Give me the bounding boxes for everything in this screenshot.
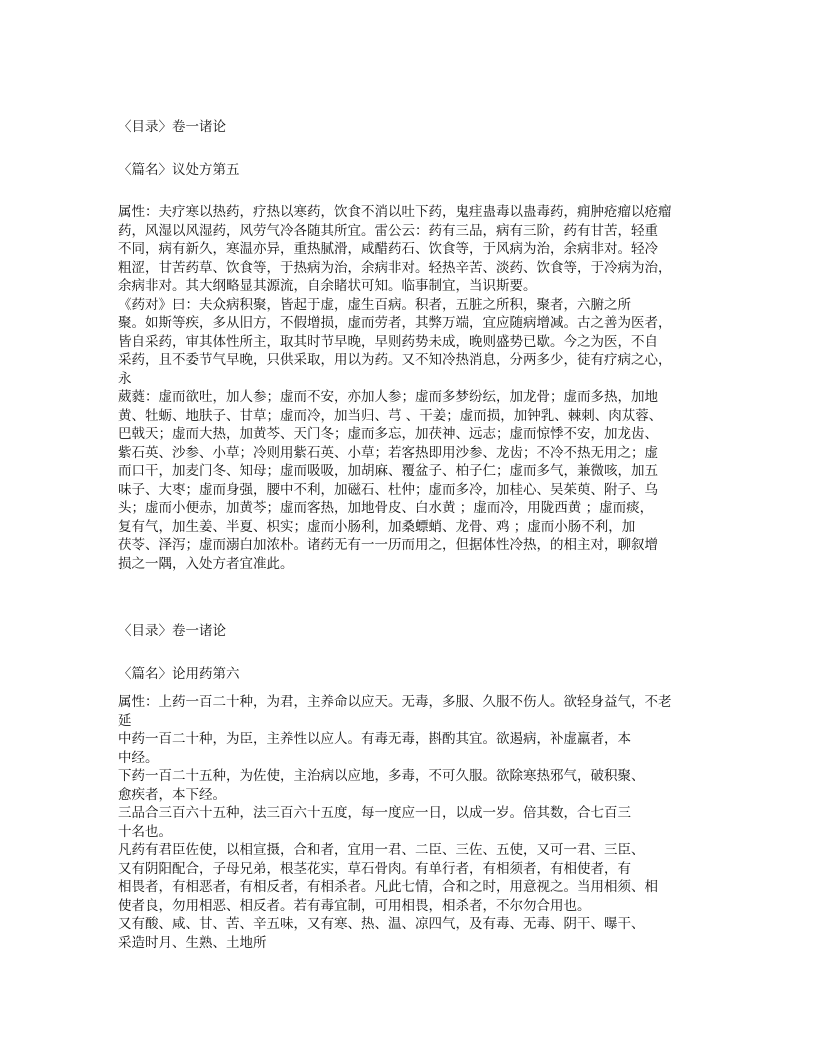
chapter-title: 〈篇名〉论用药第六 (118, 665, 240, 682)
text-line: 采药，且不委节气早晚，只供采取，用以为药。又不知冷热消息，分两多少，徒有疗病之心， (118, 352, 672, 368)
text-line: 采造时月、生熟、土地所 (118, 934, 267, 951)
catalog-heading: 〈目录〉卷一诸论 (118, 119, 226, 135)
text-line: 又有酸、咸、甘、苦、辛五味，又有寒、热、温、凉四气，及有毒、无毒、阴干、曝干、 (118, 916, 645, 932)
text-line: 聚。如斯等疾，多从旧方，不假增损，虚而劳者，其弊万端，宜应随病增减。古之善为医者， (118, 315, 672, 331)
text-line: 茯苓、泽泻；虚而溺白加浓朴。诸药无有一一历而用之，但据体性冷热，的相主对，聊叙增 (118, 537, 658, 553)
text-line: 《药对》曰：夫众病积聚，皆起于虚，虚生百病。积者，五脏之所积，聚者，六腑之所 (118, 296, 631, 313)
text-line: 复有气，加生姜、半夏、枳实；虚而小肠利，加桑螵蛸、龙骨、鸡 ；虚而小肠不利，加 (118, 518, 636, 535)
section-body (118, 693, 718, 952)
section-6 (118, 622, 718, 952)
text-line: 凡药有君臣佐使，以相宣摄，合和者，宜用一君、二臣、三佐、五使，又可一君、三臣、 (118, 842, 645, 858)
text-line: 三品合三百六十五种，法三百六十五度，每一度应一日，以成一岁。倍其数，合七百三 (118, 805, 631, 821)
text-line: 使者良，勿用相恶、相反者。若有毒宜制，可用相畏，相杀者，不尔勿合用也。 (118, 897, 591, 914)
text-line: 相畏者，有相恶者，有相反者，有相杀者。凡此七情，合和之时，用意视之。当用相须、相 (118, 879, 658, 895)
text-line: 属性：夫疗寒以热药，疗热以寒药，饮食不消以吐下药，鬼疰蛊毒以蛊毒药，痈肿疮瘤以疮瘤 (118, 204, 672, 220)
text-line: 葳蕤：虚而欲吐，加人参；虚而不安，亦加人参；虚而多梦纷纭，加龙骨；虚而多热，加地 (118, 389, 658, 405)
text-line: 紫石英、沙参、小草；冷则用紫石英、小草；若客热即用沙参、龙齿；不冷不热无用之；虚 (118, 444, 658, 461)
text-line: 损之一隅，入处方者宜准此。 (118, 555, 294, 572)
text-line: 愈疾者，本下经。 (118, 786, 226, 803)
catalog-heading: 〈目录〉卷一诸论 (118, 623, 226, 639)
text-line: 又有阴阳配合，子母兄弟，根茎花实，草石骨肉。有单行者，有相须者，有相使者，有 (118, 860, 631, 877)
text-line: 属性：上药一百二十种，为君，主养命以应天。无毒，多服、久服不伤人。欲轻身益气，不老 (118, 694, 672, 710)
text-line: 下药一百二十五种，为佐使，主治病以应地，多毒，不可久服。欲除寒热邪气，破积聚、 (118, 768, 645, 784)
text-line: 药，风湿以风湿药，风劳气冷各随其所宜。雷公云：药有三品，病有三阶，药有甘苦，轻重 (118, 222, 658, 239)
section-5 (118, 118, 718, 573)
text-line: 延 (118, 712, 132, 729)
text-line: 巴戟天；虚而大热，加黄芩、天门冬；虚而多忘，加茯神、远志；虚而惊悸不安，加龙齿、 (118, 426, 658, 442)
text-line: 味子、大枣；虚而身强，腰中不利，加磁石、杜仲；虚而多冷，加桂心、吴茱萸、附子、乌 (118, 481, 658, 498)
text-line: 头；虚而小便赤，加黄芩；虚而客热，加地骨皮、白水黄 ；虚而冷，用陇西黄 ；虚而痰， (118, 500, 654, 516)
section-body (118, 203, 718, 573)
text-line: 黄、牡蛎、地肤子、甘草；虚而冷，加当归、芎 、干姜；虚而损，加钟乳、棘刺、肉苁蓉、 (118, 407, 663, 424)
text-line: 中经。 (118, 749, 159, 766)
text-line: 而口干，加麦门冬、知母；虚而吸吸，加胡麻、覆盆子、柏子仁；虚而多气，兼微咳，加五 (118, 463, 658, 479)
text-line: 不同，病有新久，寒温亦异，重热腻滑，咸醋药石、饮食等，于风病为治，余病非对。轻冷 (118, 241, 658, 257)
chapter-title: 〈篇名〉议处方第五 (118, 161, 240, 178)
text-line: 余病非对。其大纲略显其源流，自余睹状可知。临事制宜，当识斯要。 (118, 278, 537, 294)
text-line: 十名也。 (118, 823, 172, 840)
text-line: 皆自采药，审其体性所主，取其时节早晚，早则药势未成，晚则盛势已歇。今之为医，不自 (118, 333, 658, 350)
text-line: 中药一百二十种，为臣，主养性以应人。有毒无毒，斟酌其宜。欲遏病，补虚羸者，本 (118, 731, 631, 747)
text-line: 永 (118, 370, 132, 387)
text-line: 粗涩，甘苦药草、饮食等，于热病为治，余病非对。轻热辛苦、淡药、饮食等，于冷病为治， (118, 259, 672, 276)
